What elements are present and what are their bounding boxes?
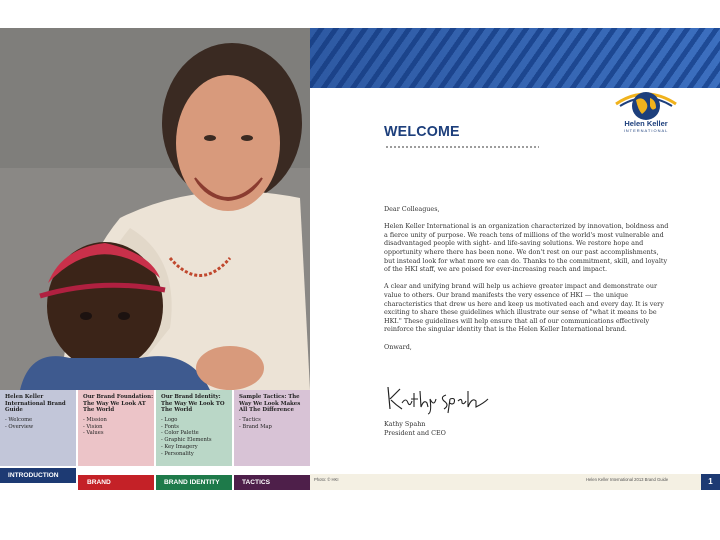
- nav-box-brand-identity[interactable]: [156, 390, 232, 466]
- logo-subtitle: INTERNATIONAL: [623, 128, 669, 133]
- nav-box-tactics[interactable]: [234, 390, 310, 466]
- banner-shade: [310, 28, 720, 88]
- title-dotted-rule: [385, 146, 539, 148]
- tab-brand-identity[interactable]: BRAND IDENTITY: [156, 475, 232, 490]
- nav-box-title: Helen Keller International Brand Guide: [5, 394, 66, 414]
- nav-list-item[interactable]: - Graphic Elements: [161, 437, 212, 444]
- ceo-signature: [384, 383, 494, 415]
- nav-list-item[interactable]: - Color Palette: [161, 430, 199, 437]
- guide-label: Helen Keller International 2013 Brand Guide: [586, 477, 669, 482]
- letter-closing: Onward,: [384, 342, 412, 351]
- letter-paragraph-1: Helen Keller International is an organization characterized by innovation, boldness and a fierce unity of purpose. We reach tens of millions of the world's most vulnerable and disadvantaged people with sight- and life-saving solutions. We restore hope and opportunity where there has been none. We don't rest on our past accomplishments, but instead look for what more we can do. Thanks to the commitment, skill, and loyalty of the HKI staff, we are poised for ever-increasing reach and impact.: [384, 222, 669, 274]
- logo-name: Helen Keller: [624, 119, 668, 128]
- nav-box-list: [5, 417, 76, 431]
- nav-box-brand-foundation[interactable]: [78, 390, 154, 466]
- page-number: 1: [701, 474, 720, 490]
- nav-list-item[interactable]: - Logo: [161, 416, 178, 423]
- brand-guide-page: [0, 28, 720, 501]
- nav-list-item[interactable]: - Tactics: [239, 416, 261, 423]
- nav-list-item[interactable]: - Vision: [83, 423, 103, 430]
- nav-box-title: Sample Tactics: The Way We Look Makes All The Difference: [239, 394, 301, 414]
- header-banner: [310, 28, 720, 88]
- signer-title: President and CEO: [384, 429, 446, 437]
- nav-list-item[interactable]: - Brand Map: [239, 423, 272, 430]
- photo-credit: Photo: © HKI: [314, 477, 339, 482]
- nav-box-title: Our Brand Identity: The Way We Look TO The World: [161, 394, 225, 414]
- nav-box-title: Our Brand Foundation: The Way We Look AT The World: [83, 394, 154, 414]
- nav-list-item[interactable]: - Mission: [83, 416, 107, 423]
- nav-box-list: [161, 417, 232, 458]
- welcome-letter: [384, 205, 670, 360]
- photo-woman-with-child-icon: [0, 28, 310, 390]
- cover-photo: [0, 28, 310, 390]
- nav-list-item[interactable]: - Key Imagery: [161, 443, 198, 450]
- page-title: WELCOME: [384, 123, 460, 140]
- tab-tactics[interactable]: TACTICS: [234, 475, 310, 490]
- nav-box-introduction[interactable]: [0, 390, 76, 466]
- signer-name: Kathy Spahn: [384, 420, 426, 428]
- nav-list-item[interactable]: - Overview: [5, 423, 34, 430]
- tab-brand-foundation[interactable]: BRAND FOUNDATION: [78, 475, 154, 490]
- nav-box-list: [83, 417, 154, 437]
- letter-paragraph-2: A clear and unifying brand will help us achieve greater impact and demonstrate our value to others. Our brand manifests the very essence of HKI — the unique characteristics that drew us here and keep us motivated each and every day. It is very exciting to share these guidelines which illustrate our sense of "what it means to be HKI." These guidelines will help ensure that all of our communications effectively reinforce the singular identity that is the Helen Keller International brand.: [384, 282, 664, 334]
- nav-list-item[interactable]: - Fonts: [161, 423, 179, 430]
- tab-introduction[interactable]: INTRODUCTION: [0, 468, 76, 483]
- nav-list-item[interactable]: - Values: [83, 430, 104, 437]
- section-navigation: [0, 390, 310, 501]
- nav-box-list: [239, 417, 310, 431]
- letter-salutation: Dear Colleagues,: [384, 205, 440, 213]
- nav-list-item[interactable]: - Welcome: [5, 416, 33, 423]
- nav-list-item[interactable]: - Personality: [161, 450, 194, 457]
